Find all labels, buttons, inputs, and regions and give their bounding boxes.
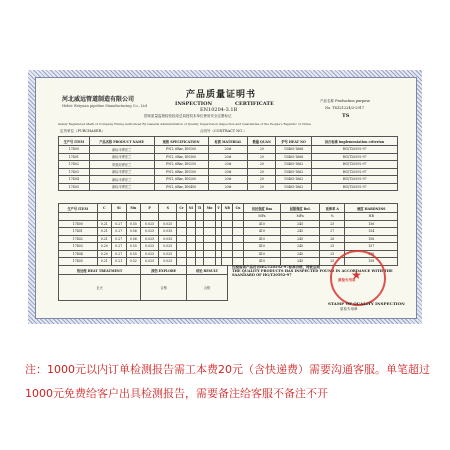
table-row (59, 146, 398, 154)
table-cell: HB (345, 213, 398, 221)
table-cell: HG/T20592-97 (312, 146, 398, 154)
table-cell (195, 228, 203, 236)
table-header: 热处理 HEAT TREATMENT (59, 266, 141, 275)
table-cell: 17405 (59, 258, 98, 266)
table-cell (177, 250, 186, 258)
table-cell: 17404 (59, 250, 98, 258)
table-cell: 20# (208, 153, 248, 161)
table-cell: MPa (243, 213, 280, 221)
table-cell: 17402 (59, 161, 90, 169)
table-cell: 17401 (59, 153, 90, 161)
table-header: 产品名称 PRODUCT NAME (89, 137, 154, 146)
table-cell: 15465-1662 (276, 183, 312, 191)
table-cell: MPa (281, 213, 320, 221)
table-cell: 17402 (59, 235, 98, 243)
table-header: 炉号 HEAT NO (276, 137, 312, 146)
license-note-cn: 国家质量监督检验检疫总局授权本单位使用安全注册标记 (144, 114, 232, 118)
table-cell: 245 (281, 243, 320, 251)
table-cell: 20# (208, 176, 248, 184)
table-cell: HG/T20592-97 (312, 183, 398, 191)
table-cell (186, 220, 195, 228)
table-header: Mo (204, 204, 216, 213)
contract-label: 合同号（CONTRACT NO.） (200, 129, 247, 133)
table-cell: 245 (281, 220, 320, 228)
stamp-star-icon: ★ (351, 268, 362, 282)
table-cell: 20# (208, 161, 248, 169)
table-cell: 410 (243, 243, 280, 251)
table-cell: 410 (243, 228, 280, 236)
table-cell (204, 213, 216, 221)
table-row (59, 176, 398, 184)
table-row (59, 275, 228, 301)
table-cell (177, 243, 186, 251)
table-cell: 0.035 (159, 235, 177, 243)
certificate (40, 82, 410, 312)
table-cell: 0.025 (141, 258, 159, 266)
table-cell: 0.025 (159, 250, 177, 258)
table-header: P (141, 204, 159, 213)
table-header: V (216, 204, 222, 213)
table-cell: HG/T20592-97 (312, 176, 398, 184)
table-cell: 20 (248, 161, 276, 169)
table-cell (186, 213, 195, 221)
table-cell: 0.025 (141, 228, 159, 236)
ts-mark: TS (342, 113, 350, 119)
table-cell (177, 235, 186, 243)
table-cell: 15465-1662 (276, 176, 312, 184)
quality-statement-en: THE QUALITY PRODUCTS HAS INSPECTED FOUND IN ACCORDANCE WITH THE SAANDARD OF HG/T20592-97 (232, 269, 393, 278)
product-table (58, 136, 398, 191)
table-cell: 0.025 (159, 258, 177, 266)
table-cell: 0.025 (159, 243, 177, 251)
table-cell: PN1, 6Bar, DN450 (154, 183, 208, 191)
table-cell: 25 (320, 250, 345, 258)
table-cell: 17405 (59, 183, 90, 191)
table-cell: 新标平焊法兰 (89, 183, 154, 191)
table-header: Nb (222, 204, 233, 213)
certificate-title-cn: 产品质量证明书 (186, 90, 257, 100)
table-cell (222, 220, 233, 228)
table-cell: 410 (243, 258, 280, 266)
table-header: S (159, 204, 177, 213)
table-header: 硬度 HARDNESS (345, 204, 398, 213)
table-cell: HG/T20592-97 (312, 168, 398, 176)
table-cell (159, 213, 177, 221)
table-cell: 0.20 (97, 250, 112, 258)
table-cell: 410 (243, 235, 280, 243)
table-row (59, 235, 398, 243)
table-cell (233, 243, 243, 251)
table-header: 生产号 ITEM (59, 204, 98, 213)
table-cell: 15465-1662 (276, 161, 312, 169)
table-cell: 0.21 (97, 220, 112, 228)
table-cell: PN1, 0Bar, DN300 (154, 153, 208, 161)
table-cell: 20# (208, 183, 248, 191)
table-header-row (59, 204, 398, 213)
table-cell: 245 (281, 250, 320, 258)
table-cell: 17403 (59, 243, 98, 251)
table-cell: 合格 (141, 275, 187, 301)
table-cell: 0.025 (159, 220, 177, 228)
table-cell (186, 228, 195, 236)
table-cell: 158 (345, 250, 398, 258)
table-row (59, 220, 398, 228)
table-header: 屈服强度 ReL (281, 204, 320, 213)
table-header: 材质 MATERIAL (208, 137, 248, 146)
table-cell: HG/T20592-97 (312, 161, 398, 169)
table-cell (195, 250, 203, 258)
table-cell: 25 (320, 258, 345, 266)
table-cell: 0.21 (97, 228, 112, 236)
table-header: 生产号 ITEM (59, 137, 90, 146)
table-cell: 0.21 (97, 235, 112, 243)
table-header-row (59, 137, 398, 146)
table-row (59, 228, 398, 236)
table-cell (204, 220, 216, 228)
table-cell: 0.27 (112, 235, 127, 243)
certificate-title-en-left: INSPECTION (175, 101, 213, 107)
table-cell: HG/T20592-97 (312, 153, 398, 161)
table-cell (126, 213, 141, 221)
table-cell (204, 235, 216, 243)
table-cell: 20# (208, 146, 248, 154)
table-cell: 带颈对焊法兰 (89, 161, 154, 169)
table-header: Mn (126, 204, 141, 213)
table-cell: 15465-1668 (276, 153, 312, 161)
table-cell (186, 243, 195, 251)
table-cell (233, 228, 243, 236)
table-cell (222, 213, 233, 221)
footnote: 注：1000元以内订单检测报告需工本费20元（含快递费）需要沟通客服。单笔超过1000元免费给客户出具检测报告，需要备注给客服不备注不开 (25, 363, 430, 400)
table-cell (222, 228, 233, 236)
table-cell: 0.025 (141, 243, 159, 251)
certificate-standard: EN10204-3.1B (200, 107, 238, 113)
table-cell: % (320, 213, 345, 221)
table-cell: 20 (248, 176, 276, 184)
table-cell (59, 213, 98, 221)
table-row (59, 153, 398, 161)
table-cell: 26 (320, 235, 345, 243)
safety-note: Safety Registered Mark of Company Elsing Authorized By General Administration of Quality Supervision Inspection and Quarantine of the People's Republic of China (58, 122, 311, 126)
table-cell: 0.025 (141, 220, 159, 228)
table-cell: 156 (345, 235, 398, 243)
table-cell (233, 258, 243, 266)
table-cell (195, 243, 203, 251)
table-cell: PN1, 6Bar, DN200 (154, 176, 208, 184)
table-cell (204, 228, 216, 236)
table-cell (177, 228, 186, 236)
table-cell: 0.035 (159, 228, 177, 236)
table-header: Ti (195, 204, 203, 213)
table-cell: 0.21 (112, 258, 127, 266)
table-cell: 0.27 (112, 228, 127, 236)
table-cell (204, 243, 216, 251)
table-cell (233, 235, 243, 243)
table-cell (222, 243, 233, 251)
table-cell (97, 213, 112, 221)
table-header: Ni (186, 204, 195, 213)
table-cell (233, 213, 243, 221)
table-cell (233, 250, 243, 258)
table-cell: 25 (320, 220, 345, 228)
table-cell: 156 (345, 220, 398, 228)
table-cell: 17400 (59, 146, 90, 154)
table-cell: 0.21 (97, 258, 112, 266)
table-cell: 17404 (59, 176, 90, 184)
table-cell: PN1, 6Bar, DN250 (154, 161, 208, 169)
table-cell: 0.025 (141, 250, 159, 258)
table-cell: 157 (345, 243, 398, 251)
purchaser-label: 定货单位（PURCHASER） (60, 129, 105, 133)
table-cell: 27 (320, 228, 345, 236)
stamp-caption-en: STAMP OF QUALITY INSPECTION (328, 301, 405, 306)
table-header: 抗拉强度 Rm (243, 204, 280, 213)
stamp-text: 质检专用章 (338, 278, 356, 282)
table-row (59, 168, 398, 176)
table-cell: 0.20 (97, 243, 112, 251)
quality-statement-cn: 经检验该产品符合HG/T20592-97标准合格，特此证明 (232, 265, 321, 269)
table-cell (204, 258, 216, 266)
table-row (59, 243, 398, 251)
certificate-title-en-right: CERTIFICATE (235, 101, 274, 107)
company-name-en: Hebei Weiyuan pipeline Manufacturing Co., Ltd (62, 104, 147, 108)
table-cell (195, 220, 203, 228)
table-header: 规格 SPECIFICATION (154, 137, 208, 146)
table-cell (233, 220, 243, 228)
table-cell: 0.55 (126, 243, 141, 251)
table-cell: 0.27 (112, 220, 127, 228)
table-cell: 0.025 (141, 235, 159, 243)
table-cell (195, 235, 203, 243)
table-cell: 正火 (59, 275, 141, 301)
table-cell (186, 250, 195, 258)
product-purpose: 产品名称 Production purpose (320, 99, 371, 103)
table-cell: 新标平焊法兰 (89, 176, 154, 184)
table-subheader-row (59, 213, 398, 221)
stamp-caption-cn: 质检专用章 (340, 307, 358, 311)
table-header: 数量 QUAN (248, 137, 276, 146)
table-header: Si (112, 204, 127, 213)
table-header: Cr (177, 204, 186, 213)
table-cell: 17401 (59, 228, 98, 236)
table-header: 执行标准 implementation criterion (312, 137, 398, 146)
table-cell: 20 (248, 168, 276, 176)
table-cell: 154 (345, 228, 398, 236)
table-cell: 245 (281, 258, 320, 266)
treatment-table (58, 265, 228, 301)
table-cell (141, 213, 159, 221)
table-cell: 新标平焊法兰 (89, 168, 154, 176)
table-cell (177, 213, 186, 221)
table-cell (186, 235, 195, 243)
table-cell: 20 (248, 183, 276, 191)
table-row (59, 183, 398, 191)
table-cell: 15465-1662 (276, 168, 312, 176)
table-cell: 0.56 (126, 228, 141, 236)
table-cell: 0.27 (112, 243, 127, 251)
table-cell: 17400 (59, 220, 98, 228)
table-cell (195, 213, 203, 221)
table-cell: 合格 (187, 275, 228, 301)
table-cell: 158 (345, 258, 398, 266)
table-cell: 17403 (59, 168, 90, 176)
table-cell: PN1, 6Bar, DN100 (154, 146, 208, 154)
table-cell (186, 258, 195, 266)
table-cell: 新标平焊法兰 (89, 153, 154, 161)
table-cell: 0.27 (112, 250, 127, 258)
table-header-row (59, 266, 228, 275)
table-cell: 15465-1668 (276, 146, 312, 154)
certificate-number: No. TSZ21224/3-2917 (325, 106, 365, 110)
table-cell: 20 (248, 153, 276, 161)
table-header: Cu (233, 204, 243, 213)
company-name-cn: 河北威远管道制造有限公司 (62, 96, 135, 103)
table-cell (177, 220, 186, 228)
table-cell: 410 (243, 220, 280, 228)
table-cell (204, 250, 216, 258)
table-cell: 0.55 (126, 220, 141, 228)
table-cell: 410 (243, 250, 280, 258)
table-cell: 新标平焊法兰 (89, 146, 154, 154)
table-cell: 245 (281, 235, 320, 243)
table-cell (222, 258, 233, 266)
table-cell: 245 (281, 228, 320, 236)
table-cell (195, 258, 203, 266)
table-cell: 20 (248, 146, 276, 154)
table-cell (112, 213, 127, 221)
table-cell: 20# (208, 168, 248, 176)
table-cell (177, 258, 186, 266)
table-cell: PN1, 6Bar, DN100 (154, 168, 208, 176)
table-cell: 0.55 (126, 250, 141, 258)
table-cell (222, 250, 233, 258)
table-cell: 0.52 (126, 258, 141, 266)
table-cell (222, 235, 233, 243)
table-header: C (97, 204, 112, 213)
table-cell: 0.56 (126, 235, 141, 243)
table-row (59, 161, 398, 169)
table-header: 探伤 EXPLORE (141, 266, 187, 275)
table-cell: 25 (320, 243, 345, 251)
table-header: 结论 RESULT (187, 266, 228, 275)
table-header: 延伸率 A (320, 204, 345, 213)
